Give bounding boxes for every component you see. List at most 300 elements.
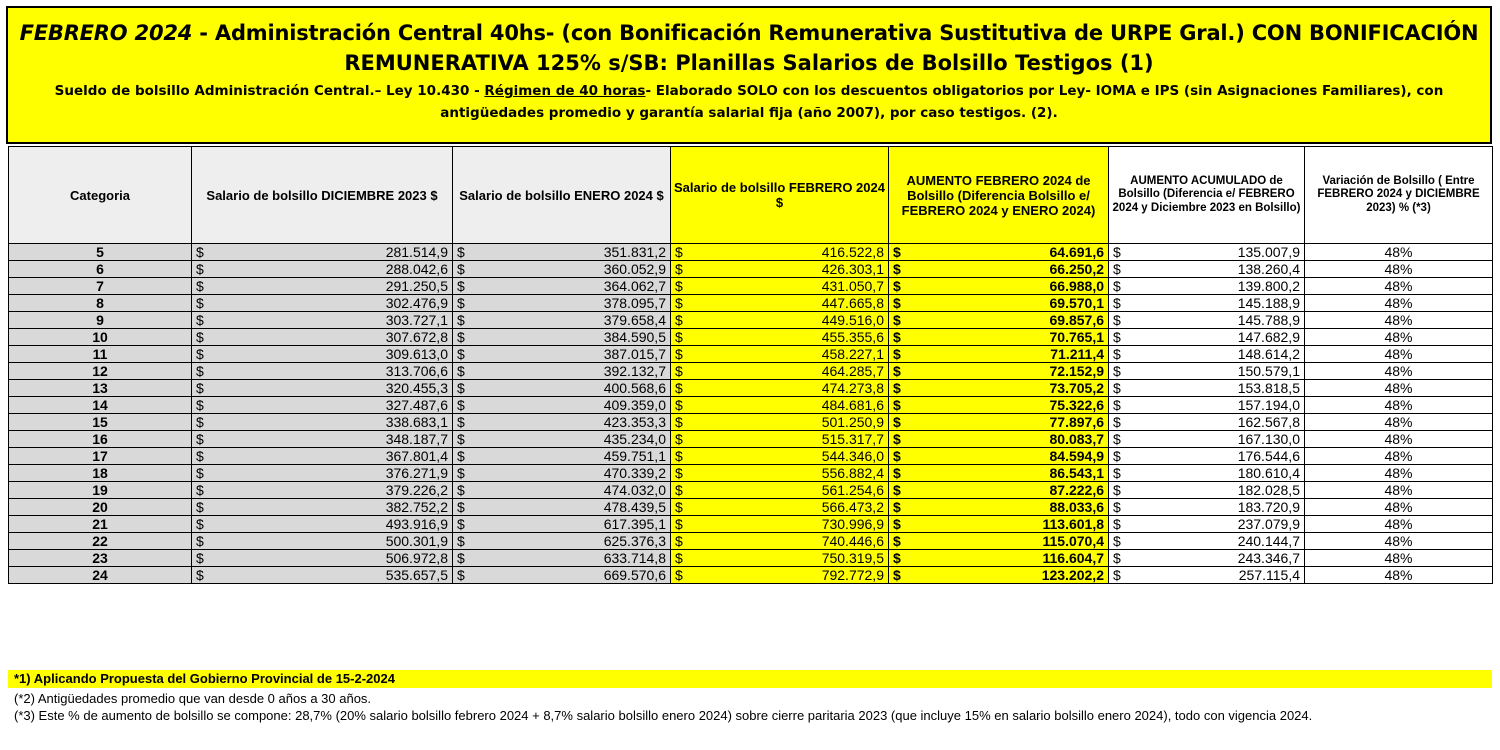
cell-acumulado [1109, 431, 1305, 448]
currency-sign: $ [675, 346, 683, 362]
cell-diciembre [192, 465, 453, 482]
currency-sign: $ [675, 448, 683, 464]
currency-sign: $ [1113, 244, 1121, 260]
currency-sign: $ [1113, 567, 1121, 583]
amount-value: 71.211,4 [1050, 346, 1104, 362]
amount-value: 80.083,7 [1049, 431, 1104, 447]
cell-categoria: 14 [9, 397, 192, 414]
cell-aumento [889, 499, 1109, 516]
amount-value: 730.996,9 [821, 516, 884, 532]
table-row [9, 380, 1493, 397]
currency-sign: $ [196, 329, 204, 345]
currency-sign: $ [893, 550, 901, 566]
cell-diciembre [192, 346, 453, 363]
subtitle-part-1: Sueldo de bolsillo Administración Central.– Ley 10.430 - [54, 83, 485, 99]
amount-value: 145.188,9 [1237, 295, 1300, 311]
subtitle-part-2: - Elaborado SOLO con los descuentos obligatorios por Ley- IOMA e IPS (sin Asignaciones Familiares), con antigüedades promedio y garantía salarial fija (año 2007), por caso testigos. (2). [440, 83, 1444, 121]
currency-sign: $ [893, 244, 901, 260]
table-row [9, 533, 1493, 550]
cell-febrero [671, 329, 889, 346]
currency-sign: $ [1113, 533, 1121, 549]
currency-sign: $ [893, 567, 901, 583]
amount-value: 379.658,4 [603, 312, 666, 328]
table-row [9, 414, 1493, 431]
amount-value: 669.570,6 [603, 567, 666, 583]
cell-enero [453, 499, 671, 516]
cell-febrero [671, 550, 889, 567]
amount-value: 147.682,9 [1237, 329, 1300, 345]
currency-sign: $ [457, 329, 465, 345]
cell-aumento [889, 295, 1109, 312]
cell-diciembre [192, 295, 453, 312]
cell-aumento [889, 431, 1109, 448]
currency-sign: $ [675, 414, 683, 430]
amount-value: 535.657,5 [385, 567, 448, 583]
amount-value: 303.727,1 [385, 312, 448, 328]
amount-value: 360.052,9 [603, 261, 666, 277]
footnote-1: *1) Aplicando Propuesta del Gobierno Provincial de 15-2-2024 [8, 670, 1492, 688]
cell-aumento [889, 482, 1109, 499]
currency-sign: $ [457, 261, 465, 277]
currency-sign: $ [675, 329, 683, 345]
header-salario-diciembre: Salario de bolsillo DICIEMBRE 2023 $ [192, 147, 453, 244]
cell-diciembre [192, 244, 453, 261]
cell-diciembre [192, 448, 453, 465]
cell-enero [453, 329, 671, 346]
currency-sign: $ [675, 499, 683, 515]
amount-value: 376.271,9 [385, 465, 448, 481]
amount-value: 66.250,2 [1049, 261, 1104, 277]
cell-diciembre [192, 380, 453, 397]
amount-value: 431.050,7 [821, 278, 884, 294]
currency-sign: $ [196, 516, 204, 532]
amount-value: 313.706,6 [385, 363, 448, 379]
cell-variacion: 48% [1305, 567, 1493, 584]
cell-enero [453, 312, 671, 329]
cell-enero [453, 380, 671, 397]
currency-sign: $ [1113, 448, 1121, 464]
cell-febrero [671, 465, 889, 482]
cell-variacion: 48% [1305, 465, 1493, 482]
cell-variacion: 48% [1305, 397, 1493, 414]
cell-diciembre [192, 482, 453, 499]
currency-sign: $ [457, 414, 465, 430]
currency-sign: $ [457, 397, 465, 413]
currency-sign: $ [196, 261, 204, 277]
cell-variacion: 48% [1305, 499, 1493, 516]
currency-sign: $ [893, 278, 901, 294]
amount-value: 257.115,4 [1238, 567, 1300, 583]
currency-sign: $ [675, 567, 683, 583]
cell-febrero [671, 295, 889, 312]
amount-value: 478.439,5 [603, 499, 666, 515]
amount-value: 493.916,9 [385, 516, 448, 532]
table-row [9, 567, 1493, 584]
cell-enero [453, 482, 671, 499]
currency-sign: $ [196, 482, 204, 498]
currency-sign: $ [893, 516, 901, 532]
currency-sign: $ [1113, 278, 1121, 294]
cell-aumento [889, 380, 1109, 397]
cell-aumento [889, 448, 1109, 465]
currency-sign: $ [1113, 414, 1121, 430]
cell-febrero [671, 516, 889, 533]
currency-sign: $ [1113, 516, 1121, 532]
cell-diciembre [192, 499, 453, 516]
currency-sign: $ [675, 550, 683, 566]
cell-febrero [671, 499, 889, 516]
title-banner [6, 6, 1492, 144]
currency-sign: $ [1113, 312, 1121, 328]
amount-value: 162.567,8 [1237, 414, 1300, 430]
cell-categoria: 19 [9, 482, 192, 499]
currency-sign: $ [675, 278, 683, 294]
amount-value: 387.015,7 [603, 346, 666, 362]
currency-sign: $ [196, 380, 204, 396]
table-row [9, 448, 1493, 465]
currency-sign: $ [675, 431, 683, 447]
table-row [9, 465, 1493, 482]
currency-sign: $ [893, 397, 901, 413]
currency-sign: $ [196, 499, 204, 515]
amount-value: 72.152,9 [1049, 363, 1104, 379]
currency-sign: $ [196, 533, 204, 549]
amount-value: 150.579,1 [1237, 363, 1300, 379]
currency-sign: $ [457, 244, 465, 260]
cell-variacion: 48% [1305, 516, 1493, 533]
currency-sign: $ [196, 567, 204, 583]
amount-value: 501.250,9 [821, 414, 884, 430]
amount-value: 544.346,0 [821, 448, 884, 464]
cell-variacion: 48% [1305, 431, 1493, 448]
currency-sign: $ [457, 278, 465, 294]
amount-value: 327.487,6 [385, 397, 448, 413]
cell-variacion: 48% [1305, 380, 1493, 397]
table-row [9, 312, 1493, 329]
currency-sign: $ [457, 312, 465, 328]
currency-sign: $ [457, 363, 465, 379]
amount-value: 409.359,0 [603, 397, 666, 413]
cell-variacion: 48% [1305, 295, 1493, 312]
amount-value: 561.254,6 [821, 482, 884, 498]
amount-value: 625.376,3 [603, 533, 666, 549]
currency-sign: $ [457, 431, 465, 447]
cell-variacion: 48% [1305, 244, 1493, 261]
amount-value: 157.194,0 [1237, 397, 1300, 413]
amount-value: 556.882,4 [821, 465, 884, 481]
amount-value: 70.765,1 [1049, 329, 1104, 345]
currency-sign: $ [1113, 295, 1121, 311]
currency-sign: $ [893, 329, 901, 345]
amount-value: 470.339,2 [603, 465, 666, 481]
table-row [9, 278, 1493, 295]
currency-sign: $ [893, 499, 901, 515]
currency-sign: $ [675, 482, 683, 498]
amount-value: 750.319,5 [821, 550, 884, 566]
currency-sign: $ [196, 414, 204, 430]
currency-sign: $ [196, 448, 204, 464]
cell-categoria: 7 [9, 278, 192, 295]
amount-value: 367.801,4 [385, 448, 448, 464]
subtitle [8, 80, 1490, 124]
cell-diciembre [192, 261, 453, 278]
currency-sign: $ [675, 295, 683, 311]
currency-sign: $ [1113, 346, 1121, 362]
cell-categoria: 23 [9, 550, 192, 567]
cell-acumulado [1109, 363, 1305, 380]
amount-value: 378.095,7 [603, 295, 666, 311]
cell-acumulado [1109, 533, 1305, 550]
cell-categoria: 21 [9, 516, 192, 533]
cell-diciembre [192, 278, 453, 295]
currency-sign: $ [1113, 329, 1121, 345]
amount-value: 449.516,0 [821, 312, 884, 328]
amount-value: 77.897,6 [1049, 414, 1104, 430]
amount-value: 379.226,2 [385, 482, 448, 498]
currency-sign: $ [1113, 499, 1121, 515]
amount-value: 484.681,6 [821, 397, 884, 413]
currency-sign: $ [196, 397, 204, 413]
currency-sign: $ [457, 380, 465, 396]
cell-categoria: 10 [9, 329, 192, 346]
cell-febrero [671, 346, 889, 363]
cell-aumento [889, 312, 1109, 329]
amount-value: 183.720,9 [1237, 499, 1300, 515]
cell-febrero [671, 278, 889, 295]
cell-febrero [671, 431, 889, 448]
cell-aumento [889, 261, 1109, 278]
currency-sign: $ [893, 363, 901, 379]
cell-aumento [889, 567, 1109, 584]
amount-value: 302.476,9 [385, 295, 448, 311]
amount-value: 307.672,8 [385, 329, 448, 345]
table-row [9, 397, 1493, 414]
cell-enero [453, 431, 671, 448]
cell-aumento [889, 363, 1109, 380]
table-row [9, 363, 1493, 380]
cell-categoria: 8 [9, 295, 192, 312]
currency-sign: $ [457, 516, 465, 532]
amount-value: 135.007,9 [1237, 244, 1300, 260]
cell-diciembre [192, 567, 453, 584]
table-row [9, 329, 1493, 346]
currency-sign: $ [196, 346, 204, 362]
table-row [9, 482, 1493, 499]
cell-categoria: 22 [9, 533, 192, 550]
currency-sign: $ [893, 431, 901, 447]
cell-categoria: 13 [9, 380, 192, 397]
amount-value: 382.752,2 [385, 499, 448, 515]
cell-acumulado [1109, 278, 1305, 295]
amount-value: 291.250,5 [385, 278, 448, 294]
cell-acumulado [1109, 550, 1305, 567]
cell-variacion: 48% [1305, 312, 1493, 329]
cell-febrero [671, 380, 889, 397]
cell-febrero [671, 414, 889, 431]
table-row [9, 516, 1493, 533]
currency-sign: $ [196, 244, 204, 260]
cell-variacion: 48% [1305, 346, 1493, 363]
header-categoria: Categoria [9, 147, 192, 244]
cell-aumento [889, 346, 1109, 363]
cell-diciembre [192, 414, 453, 431]
cell-febrero [671, 261, 889, 278]
header-salario-febrero: Salario de bolsillo FEBRERO 2024 $ [671, 147, 889, 244]
currency-sign: $ [675, 397, 683, 413]
currency-sign: $ [893, 448, 901, 464]
cell-enero [453, 516, 671, 533]
currency-sign: $ [196, 363, 204, 379]
table-row [9, 499, 1493, 516]
amount-value: 617.395,1 [603, 516, 666, 532]
currency-sign: $ [1113, 431, 1121, 447]
footnote-3: (*3) Este % de aumento de bolsillo se compone: 28,7% (20% salario bolsillo febrero 2024 + 8,7% salario bolsillo enero 2024) sobre cierre paritaria 2023 (que incluye 15% en salario bolsillo enero 2024), todo con vigencia 2024. [14, 708, 1313, 723]
currency-sign: $ [893, 312, 901, 328]
amount-value: 123.202,2 [1041, 567, 1104, 583]
currency-sign: $ [457, 533, 465, 549]
currency-sign: $ [675, 533, 683, 549]
header-aumento-febrero: AUMENTO FEBRERO 2024 de Bolsillo (Diferencia Bolsillo e/ FEBRERO 2024 y ENERO 2024) [889, 147, 1109, 244]
amount-value: 423.353,3 [603, 414, 666, 430]
cell-enero [453, 244, 671, 261]
cell-enero [453, 397, 671, 414]
currency-sign: $ [675, 312, 683, 328]
amount-value: 474.032,0 [603, 482, 666, 498]
cell-variacion: 48% [1305, 533, 1493, 550]
currency-sign: $ [457, 550, 465, 566]
cell-acumulado [1109, 414, 1305, 431]
amount-value: 459.751,1 [603, 448, 666, 464]
amount-value: 392.132,7 [603, 363, 666, 379]
amount-value: 309.613,0 [385, 346, 448, 362]
cell-acumulado [1109, 465, 1305, 482]
cell-febrero [671, 312, 889, 329]
cell-febrero [671, 397, 889, 414]
currency-sign: $ [457, 482, 465, 498]
amount-value: 633.714,8 [603, 550, 666, 566]
cell-diciembre [192, 329, 453, 346]
currency-sign: $ [457, 499, 465, 515]
currency-sign: $ [675, 380, 683, 396]
cell-febrero [671, 482, 889, 499]
amount-value: 506.972,8 [385, 550, 448, 566]
currency-sign: $ [457, 346, 465, 362]
table-body [9, 244, 1493, 584]
amount-value: 455.355,6 [821, 329, 884, 345]
amount-value: 139.800,2 [1237, 278, 1300, 294]
cell-acumulado [1109, 448, 1305, 465]
currency-sign: $ [457, 295, 465, 311]
amount-value: 87.222,6 [1049, 482, 1104, 498]
amount-value: 148.614,2 [1237, 346, 1300, 362]
header-salario-enero: Salario de bolsillo ENERO 2024 $ [453, 147, 671, 244]
cell-categoria: 20 [9, 499, 192, 516]
cell-aumento [889, 533, 1109, 550]
amount-value: 400.568,6 [603, 380, 666, 396]
cell-aumento [889, 244, 1109, 261]
cell-enero [453, 550, 671, 567]
cell-febrero [671, 567, 889, 584]
header-variacion: Variación de Bolsillo ( Entre FEBRERO 2024 y DICIEMBRE 2023) % (*3) [1305, 147, 1493, 244]
table-row [9, 244, 1493, 261]
cell-febrero [671, 533, 889, 550]
cell-enero [453, 533, 671, 550]
table-row [9, 431, 1493, 448]
amount-value: 115.070,4 [1042, 533, 1104, 549]
cell-diciembre [192, 516, 453, 533]
cell-acumulado [1109, 329, 1305, 346]
cell-variacion: 48% [1305, 363, 1493, 380]
cell-variacion: 48% [1305, 261, 1493, 278]
cell-variacion: 48% [1305, 329, 1493, 346]
amount-value: 176.544,6 [1237, 448, 1300, 464]
subtitle-regimen: Régimen de 40 horas [484, 83, 646, 99]
amount-value: 66.988,0 [1049, 278, 1104, 294]
cell-diciembre [192, 312, 453, 329]
currency-sign: $ [457, 448, 465, 464]
header-aumento-acumulado: AUMENTO ACUMULADO de Bolsillo (Diferencia e/ FEBRERO 2024 y Diciembre 2023 en Bolsillo) [1109, 147, 1305, 244]
amount-value: 180.610,4 [1237, 465, 1300, 481]
amount-value: 182.028,5 [1237, 482, 1300, 498]
amount-value: 73.705,2 [1049, 380, 1104, 396]
table-row [9, 346, 1493, 363]
title-month: FEBRERO 2024 [19, 21, 193, 45]
table-row [9, 295, 1493, 312]
cell-febrero [671, 448, 889, 465]
amount-value: 435.234,0 [603, 431, 666, 447]
currency-sign: $ [675, 465, 683, 481]
amount-value: 116.604,7 [1042, 550, 1104, 566]
cell-enero [453, 448, 671, 465]
cell-aumento [889, 516, 1109, 533]
amount-value: 288.042,6 [385, 261, 448, 277]
cell-enero [453, 363, 671, 380]
currency-sign: $ [675, 363, 683, 379]
amount-value: 348.187,7 [385, 431, 448, 447]
amount-value: 500.301,9 [385, 533, 448, 549]
currency-sign: $ [1113, 550, 1121, 566]
cell-enero [453, 278, 671, 295]
amount-value: 320.455,3 [385, 380, 448, 396]
cell-febrero [671, 244, 889, 261]
currency-sign: $ [196, 465, 204, 481]
cell-enero [453, 414, 671, 431]
amount-value: 153.818,5 [1237, 380, 1300, 396]
currency-sign: $ [196, 312, 204, 328]
cell-categoria: 18 [9, 465, 192, 482]
cell-categoria: 5 [9, 244, 192, 261]
currency-sign: $ [675, 516, 683, 532]
amount-value: 145.788,9 [1237, 312, 1300, 328]
currency-sign: $ [675, 244, 683, 260]
cell-diciembre [192, 533, 453, 550]
cell-febrero [671, 363, 889, 380]
amount-value: 113.601,8 [1042, 516, 1104, 532]
footnote-2: (*2) Antigüedades promedio que van desde 0 años a 30 años. [14, 691, 372, 706]
cell-acumulado [1109, 380, 1305, 397]
cell-variacion: 48% [1305, 414, 1493, 431]
cell-categoria: 15 [9, 414, 192, 431]
currency-sign: $ [196, 550, 204, 566]
cell-variacion: 48% [1305, 448, 1493, 465]
cell-variacion: 48% [1305, 278, 1493, 295]
cell-aumento [889, 414, 1109, 431]
title-line-1 [8, 18, 1490, 48]
amount-value: 464.285,7 [821, 363, 884, 379]
amount-value: 364.062,7 [603, 278, 666, 294]
cell-variacion: 48% [1305, 482, 1493, 499]
cell-diciembre [192, 550, 453, 567]
